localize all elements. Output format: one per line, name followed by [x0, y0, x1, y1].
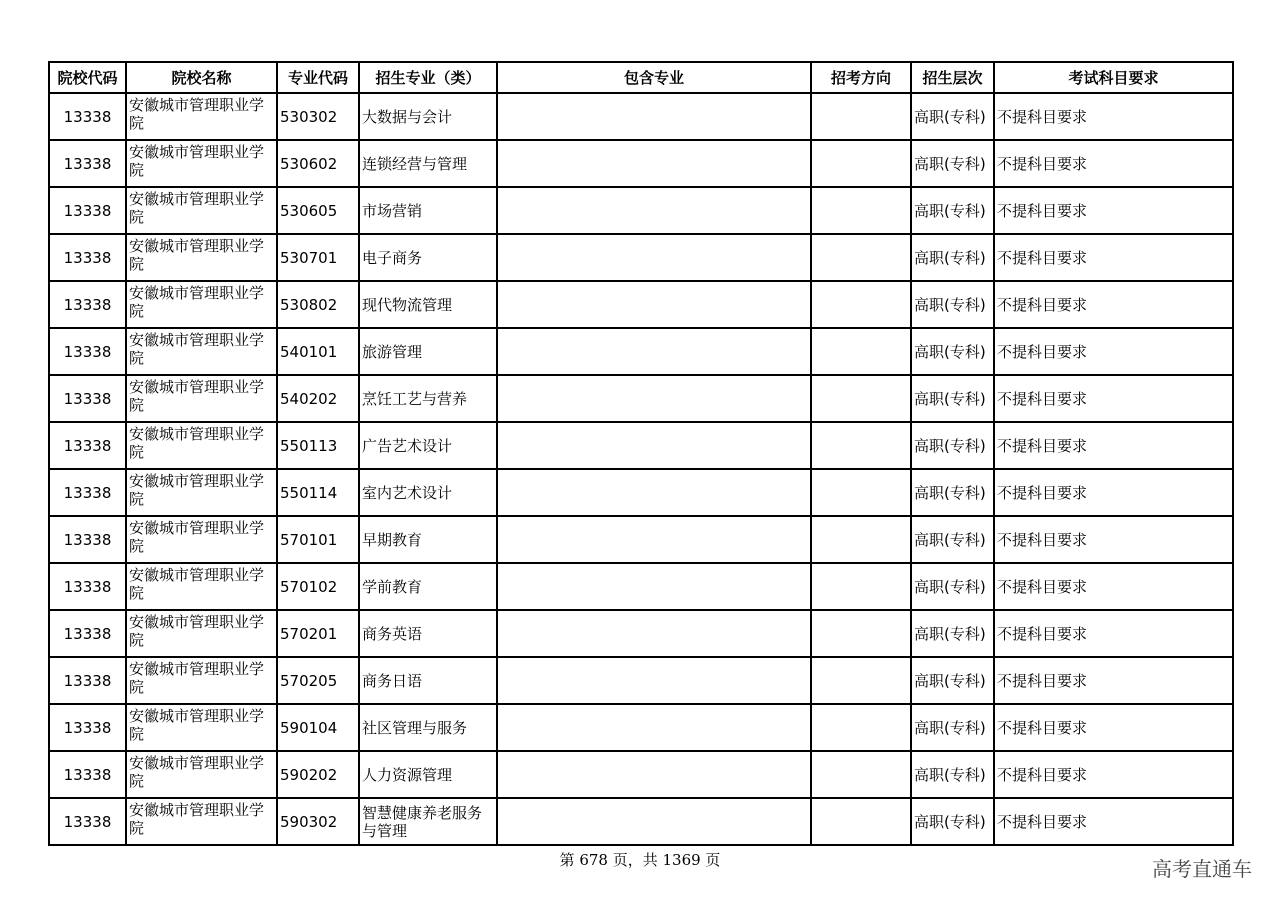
cell-requirement: 不提科目要求: [994, 187, 1233, 234]
cell-major-code: 530602: [277, 140, 359, 187]
cell-requirement: 不提科目要求: [994, 469, 1233, 516]
cell-school-name: 安徽城市管理职业学院: [126, 328, 277, 375]
cell-school-name: 安徽城市管理职业学院: [126, 187, 277, 234]
cell-major: 智慧健康养老服务与管理: [359, 798, 497, 845]
table-row: [49, 798, 1233, 845]
cell-level: 高职(专科): [911, 563, 994, 610]
header-major: 招生专业（类）: [359, 62, 497, 93]
table-row: [49, 140, 1233, 187]
cell-major-code: 540101: [277, 328, 359, 375]
cell-included-majors: [497, 422, 811, 469]
cell-school-code: 13338: [49, 704, 126, 751]
cell-school-code: 13338: [49, 469, 126, 516]
cell-school-code: 13338: [49, 422, 126, 469]
cell-requirement: 不提科目要求: [994, 234, 1233, 281]
cell-level: 高职(专科): [911, 187, 994, 234]
cell-direction: [811, 704, 911, 751]
cell-included-majors: [497, 657, 811, 704]
cell-major-code: 590202: [277, 751, 359, 798]
cell-school-name: 安徽城市管理职业学院: [126, 375, 277, 422]
table-row: [49, 563, 1233, 610]
table-row: [49, 469, 1233, 516]
cell-level: 高职(专科): [911, 422, 994, 469]
cell-requirement: 不提科目要求: [994, 610, 1233, 657]
cell-direction: [811, 798, 911, 845]
cell-school-name: 安徽城市管理职业学院: [126, 516, 277, 563]
cell-direction: [811, 375, 911, 422]
cell-major-code: 570205: [277, 657, 359, 704]
cell-direction: [811, 610, 911, 657]
cell-school-code: 13338: [49, 281, 126, 328]
table-body: [49, 93, 1233, 845]
cell-level: 高职(专科): [911, 375, 994, 422]
header-included-majors: 包含专业: [497, 62, 811, 93]
admission-table: [48, 61, 1234, 846]
cell-included-majors: [497, 328, 811, 375]
cell-requirement: 不提科目要求: [994, 140, 1233, 187]
cell-major: 旅游管理: [359, 328, 497, 375]
cell-major-code: 590302: [277, 798, 359, 845]
table-row: [49, 516, 1233, 563]
table-row: [49, 234, 1233, 281]
cell-major-code: 570201: [277, 610, 359, 657]
cell-major: 烹饪工艺与营养: [359, 375, 497, 422]
cell-level: 高职(专科): [911, 281, 994, 328]
cell-school-code: 13338: [49, 187, 126, 234]
watermark-text: 高考直通车: [1152, 857, 1252, 881]
cell-level: 高职(专科): [911, 751, 994, 798]
table-row: [49, 375, 1233, 422]
cell-school-name: 安徽城市管理职业学院: [126, 610, 277, 657]
cell-direction: [811, 234, 911, 281]
cell-requirement: 不提科目要求: [994, 281, 1233, 328]
cell-school-code: 13338: [49, 140, 126, 187]
cell-direction: [811, 140, 911, 187]
cell-major-code: 570101: [277, 516, 359, 563]
cell-requirement: 不提科目要求: [994, 704, 1233, 751]
cell-included-majors: [497, 140, 811, 187]
cell-major: 市场营销: [359, 187, 497, 234]
cell-direction: [811, 328, 911, 375]
cell-school-name: 安徽城市管理职业学院: [126, 657, 277, 704]
cell-level: 高职(专科): [911, 328, 994, 375]
cell-school-code: 13338: [49, 657, 126, 704]
cell-major-code: 540202: [277, 375, 359, 422]
cell-included-majors: [497, 234, 811, 281]
cell-requirement: 不提科目要求: [994, 93, 1233, 140]
cell-school-name: 安徽城市管理职业学院: [126, 93, 277, 140]
cell-school-code: 13338: [49, 234, 126, 281]
cell-included-majors: [497, 469, 811, 516]
cell-school-name: 安徽城市管理职业学院: [126, 234, 277, 281]
cell-included-majors: [497, 516, 811, 563]
cell-major: 广告艺术设计: [359, 422, 497, 469]
header-school-code: 院校代码: [49, 62, 126, 93]
cell-major: 大数据与会计: [359, 93, 497, 140]
cell-major-code: 530701: [277, 234, 359, 281]
cell-requirement: 不提科目要求: [994, 751, 1233, 798]
cell-direction: [811, 563, 911, 610]
cell-school-name: 安徽城市管理职业学院: [126, 469, 277, 516]
cell-level: 高职(专科): [911, 234, 994, 281]
table-row: [49, 704, 1233, 751]
cell-direction: [811, 422, 911, 469]
table-row: [49, 187, 1233, 234]
table-row: [49, 281, 1233, 328]
table-row: [49, 751, 1233, 798]
cell-major-code: 550113: [277, 422, 359, 469]
table-header-row: [49, 62, 1233, 93]
cell-school-name: 安徽城市管理职业学院: [126, 140, 277, 187]
cell-school-code: 13338: [49, 610, 126, 657]
cell-school-name: 安徽城市管理职业学院: [126, 563, 277, 610]
cell-school-code: 13338: [49, 375, 126, 422]
cell-school-code: 13338: [49, 563, 126, 610]
cell-major-code: 530605: [277, 187, 359, 234]
cell-school-code: 13338: [49, 751, 126, 798]
header-requirement: 考试科目要求: [994, 62, 1233, 93]
cell-included-majors: [497, 93, 811, 140]
cell-level: 高职(专科): [911, 704, 994, 751]
cell-included-majors: [497, 751, 811, 798]
cell-school-name: 安徽城市管理职业学院: [126, 751, 277, 798]
cell-included-majors: [497, 798, 811, 845]
cell-school-name: 安徽城市管理职业学院: [126, 704, 277, 751]
cell-major: 现代物流管理: [359, 281, 497, 328]
cell-direction: [811, 187, 911, 234]
cell-level: 高职(专科): [911, 657, 994, 704]
cell-major-code: 530302: [277, 93, 359, 140]
cell-requirement: 不提科目要求: [994, 375, 1233, 422]
cell-school-code: 13338: [49, 798, 126, 845]
cell-level: 高职(专科): [911, 610, 994, 657]
cell-requirement: 不提科目要求: [994, 657, 1233, 704]
cell-level: 高职(专科): [911, 798, 994, 845]
cell-included-majors: [497, 281, 811, 328]
cell-direction: [811, 93, 911, 140]
cell-major: 人力资源管理: [359, 751, 497, 798]
cell-included-majors: [497, 375, 811, 422]
header-school-name: 院校名称: [126, 62, 277, 93]
header-direction: 招考方向: [811, 62, 911, 93]
table-row: [49, 422, 1233, 469]
table-row: [49, 657, 1233, 704]
cell-direction: [811, 657, 911, 704]
cell-level: 高职(专科): [911, 469, 994, 516]
cell-major-code: 550114: [277, 469, 359, 516]
cell-major: 室内艺术设计: [359, 469, 497, 516]
cell-major-code: 570102: [277, 563, 359, 610]
cell-included-majors: [497, 704, 811, 751]
cell-major: 学前教育: [359, 563, 497, 610]
cell-school-code: 13338: [49, 516, 126, 563]
cell-school-code: 13338: [49, 93, 126, 140]
cell-major-code: 530802: [277, 281, 359, 328]
cell-school-name: 安徽城市管理职业学院: [126, 798, 277, 845]
cell-major: 商务英语: [359, 610, 497, 657]
page-number: 第 678 页，共 1369 页: [559, 851, 721, 869]
cell-school-code: 13338: [49, 328, 126, 375]
cell-direction: [811, 516, 911, 563]
table-row: [49, 610, 1233, 657]
cell-requirement: 不提科目要求: [994, 563, 1233, 610]
cell-major: 社区管理与服务: [359, 704, 497, 751]
cell-direction: [811, 281, 911, 328]
cell-requirement: 不提科目要求: [994, 422, 1233, 469]
cell-major: 早期教育: [359, 516, 497, 563]
cell-requirement: 不提科目要求: [994, 328, 1233, 375]
table-row: [49, 93, 1233, 140]
cell-included-majors: [497, 610, 811, 657]
cell-major: 连锁经营与管理: [359, 140, 497, 187]
cell-level: 高职(专科): [911, 93, 994, 140]
cell-major: 电子商务: [359, 234, 497, 281]
cell-major-code: 590104: [277, 704, 359, 751]
cell-included-majors: [497, 563, 811, 610]
cell-level: 高职(专科): [911, 516, 994, 563]
cell-direction: [811, 469, 911, 516]
cell-requirement: 不提科目要求: [994, 798, 1233, 845]
header-level: 招生层次: [911, 62, 994, 93]
cell-school-name: 安徽城市管理职业学院: [126, 281, 277, 328]
cell-included-majors: [497, 187, 811, 234]
table-row: [49, 328, 1233, 375]
header-major-code: 专业代码: [277, 62, 359, 93]
cell-major: 商务日语: [359, 657, 497, 704]
cell-direction: [811, 751, 911, 798]
cell-level: 高职(专科): [911, 140, 994, 187]
cell-requirement: 不提科目要求: [994, 516, 1233, 563]
cell-school-name: 安徽城市管理职业学院: [126, 422, 277, 469]
